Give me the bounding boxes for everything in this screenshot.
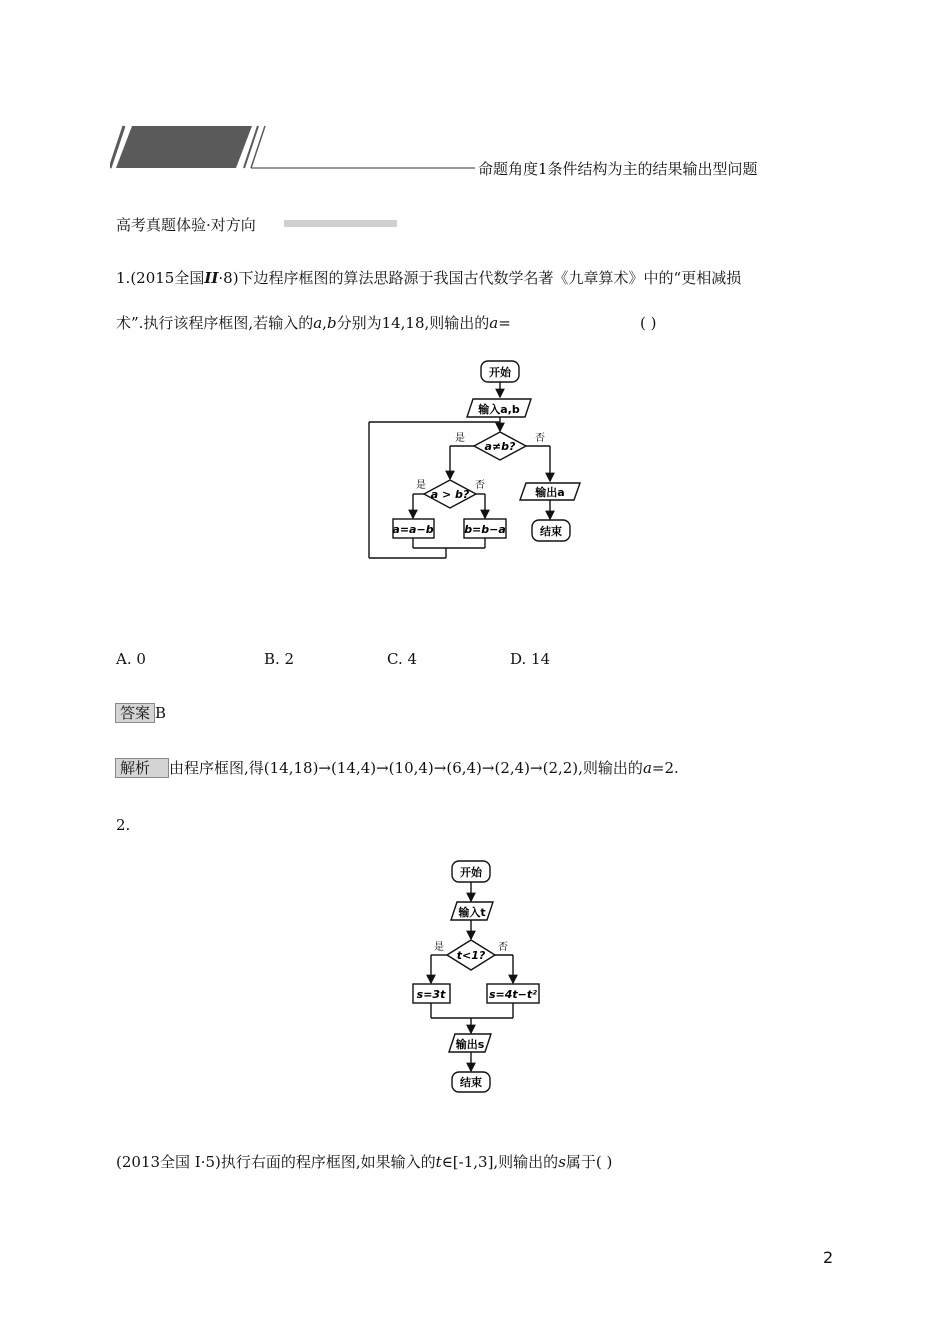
q2-fc-input-text: 输入t (458, 906, 486, 919)
q1-fc-yes1: 是 (455, 433, 465, 444)
q2-fc-no: 否 (498, 942, 508, 953)
q2-fc-assign1-text: s=3t (416, 988, 446, 1001)
q2-number: 2. (116, 816, 131, 834)
q1-fc-start-text: 开始 (489, 366, 511, 379)
q1-option-a: A. 0 (116, 650, 146, 668)
q1-line1: 1.(2015全国II·8)下边程序框图的算法思路源于我国古代数学名著《九章算术》中的“更相减损 (116, 269, 742, 287)
q2-fc-output-text: 输出s (455, 1038, 485, 1051)
subheading-bar (284, 220, 397, 227)
q1-number: 1. (116, 269, 131, 287)
q2-fc-yes: 是 (434, 942, 444, 953)
q1-analysis: 解析 由程序框图,得(14,18)→(14,4)→(10,4)→(6,4)→(2,4)→(2,2),则输出的a=2. (115, 758, 679, 778)
answer-tag: 答案 (115, 703, 155, 723)
q1-answer-bracket: ( ) (640, 314, 657, 332)
q1-line2: 术”.执行该程序框图,若输入的a,b分别为14,18,则输出的a= (116, 314, 511, 332)
q2-fc-end-text: 结束 (460, 1076, 482, 1089)
section-topic: 命题角度1条件结构为主的结果输出型问题 (478, 160, 758, 178)
q1-flowchart (360, 355, 600, 570)
q1-fc-end-text: 结束 (540, 525, 562, 538)
q1-fc-assign2-text: b=b−a (464, 523, 506, 536)
analysis-text: 由程序框图,得(14,18)→(14,4)→(10,4)→(6,4)→(2,4)→(2,2),则输出的 (169, 759, 643, 777)
q2-fc-cond-text: t<1? (456, 949, 486, 962)
subheading: 高考真题体验·对方向 (116, 216, 256, 234)
q1-fc-no2: 否 (475, 480, 485, 491)
q1-fc-cond1-text: a≠b? (484, 440, 516, 453)
q1-fc-no1: 否 (535, 433, 545, 444)
q1-option-d: D. 14 (510, 650, 551, 668)
answer-value: B (155, 704, 167, 722)
page-number: 2 (823, 1248, 834, 1267)
q1-answer (115, 703, 166, 723)
q1-fc-yes2: 是 (416, 480, 426, 491)
banner-dark-block (116, 126, 252, 168)
q1-fc-input-text: 输入a,b (478, 403, 520, 416)
q1-fc-cond2-text: a > b? (430, 488, 470, 501)
analysis-tag: 解析 (115, 758, 169, 778)
q1-fc-output-text: 输出a (535, 486, 565, 499)
q1-option-c: C. 4 (387, 650, 418, 668)
q2-flowchart (405, 855, 545, 1095)
q2-fc-start-text: 开始 (460, 866, 482, 879)
q2-stem: (2013全国 Ⅰ·5)执行右面的程序框图,如果输入的t∈[-1,3],则输出的s属于( ) (116, 1153, 613, 1171)
q1-option-b: B. 2 (264, 650, 295, 668)
q2-fc-assign2-text: s=4t−t² (489, 988, 537, 1001)
q1-fc-assign1-text: a=a−b (392, 523, 434, 536)
